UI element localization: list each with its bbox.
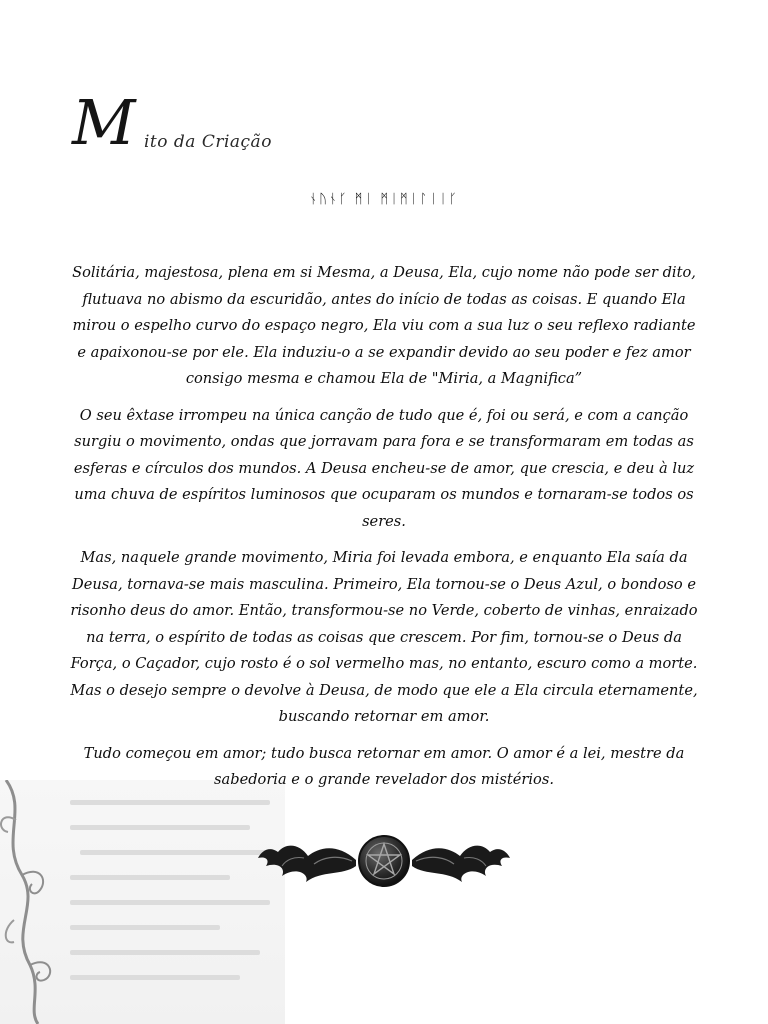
title-initial: M	[72, 86, 136, 159]
paragraph: Solitária, majestosa, plena em si Mesma, a Deusa, Ela, cujo nome não pode ser dito, flutuava no abismo da escuridão, antes do início de todas as coisas. E quando Ela mirou o espelho curvo do espaço negro, Ela viu com a sua luz o seu reflexo radiante e apaixonou-se por ele. Ela induziu-o a se expandir devido ao seu poder e fez amor consigo mesma e chamou Ela de "Miria, a Magnifica”	[72, 264, 696, 387]
paragraph: Mas, naquele grande movimento, Miria foi levada embora, e enquanto Ela saía da Deusa, tornava-se mais masculina. Primeiro, Ela tornou-se o Deus Azul, o bondoso e risonho deus do amor. Então, transformou-se no Verde, coberto de vinhas, enraizado na terra, o espírito de todas as coisas que crescem. Por fim, tornou-se o Deus da Força, o Caçador, cujo rosto é o sol vermelho mas, no entanto, escuro como a morte. Mas o desejo sempre o devolve à Deusa, de modo que ele a Ela circula eternamente, buscando retornar em amor.	[70, 549, 698, 725]
runic-subtitle: ᚾᚢᚾᚴ ᛗᛁ ᛗᛁᛗᛁᛚᛁᛁᚴ	[309, 192, 459, 207]
paragraph: Tudo começou em amor; tudo busca retornar em amor. O amor é a lei, mestre da sabedoria e o grande revelador dos mistérios.	[83, 744, 685, 788]
title-text: ito da Criação	[144, 132, 272, 152]
paragraph: O seu êxtase irrompeu na única canção de tudo que é, foi ou será, e com a canção surgiu o movimento, ondas que jorravam para fora e se transformaram em todas as esferas e círculos dos mundos. A Deusa encheu-se de amor, que crescia, e deu à luz uma chuva de espíritos luminosos que ocuparam os mundos e tornaram-se todos os seres.	[73, 406, 695, 530]
vine-flourish-icon	[0, 780, 70, 1024]
page-title	[72, 86, 392, 164]
body-text	[68, 260, 700, 804]
pentacle-ornament	[256, 830, 512, 892]
